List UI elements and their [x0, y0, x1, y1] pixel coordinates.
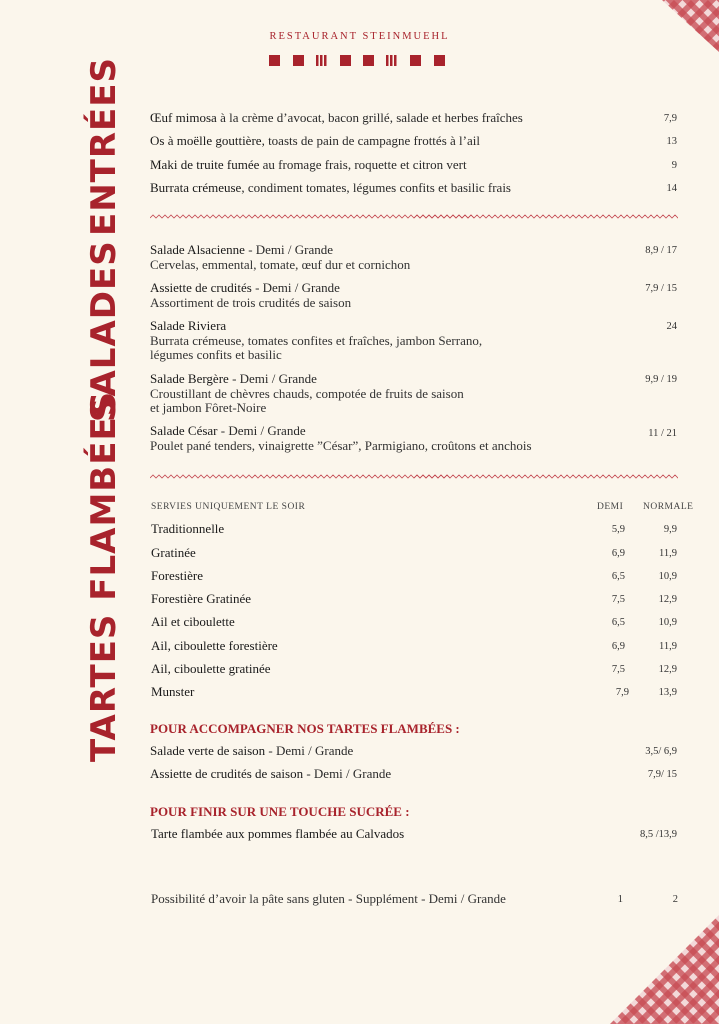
tartes-note: SERVIES UNIQUEMENT LE SOIR: [151, 502, 306, 512]
tarte-item: Gratinée: [151, 545, 196, 560]
gluten-price-grande: 2: [672, 894, 678, 905]
tarte-price-demi: 6,9: [611, 641, 625, 652]
accompagner-item: Salade verte de saison - Demi / Grande: [150, 743, 354, 758]
entree-price: 7,9: [663, 113, 677, 124]
salade-price: 7,9 / 15: [645, 283, 677, 294]
section-title-tartes: TARTES FLAMBÉES: [84, 390, 124, 762]
tarte-price-normale: 12,9: [658, 664, 677, 675]
section-title-salades: SALADES: [84, 240, 124, 422]
tarte-item: Ail et ciboulette: [151, 614, 235, 629]
tarte-price-normale: 11,9: [659, 548, 677, 559]
gluten-free-note: Possibilité d’avoir la pâte sans gluten - Supplément - Demi / Grande: [151, 891, 506, 906]
tarte-price-demi: 7,5: [611, 664, 625, 675]
entree-item: Œuf mimosa à la crème d’avocat, bacon grillé, salade et herbes fraîches: [150, 110, 523, 125]
entree-price: 14: [666, 183, 677, 194]
divider-wave: [150, 474, 678, 482]
entree-price: 9: [671, 160, 677, 171]
salade-price: 8,9 / 17: [645, 245, 677, 256]
tarte-price-normale: 11,9: [659, 641, 677, 652]
tarte-item: Ail, ciboulette forestière: [151, 638, 278, 653]
divider-wave: [150, 214, 678, 222]
logo-squares-icon: [269, 55, 449, 67]
salade-item: Salade Riviera: [150, 318, 227, 333]
tarte-item: Traditionnelle: [151, 521, 225, 536]
tarte-price-demi: 6,5: [611, 571, 625, 582]
salade-desc: Poulet pané tenders, vinaigrette ”César”, Parmigiano, croûtons et anchois: [150, 438, 532, 453]
tarte-item: Ail, ciboulette gratinée: [151, 661, 271, 676]
entree-price: 13: [666, 136, 677, 147]
tarte-price-normale: 9,9: [663, 524, 677, 535]
salade-desc: Assortiment de trois crudités de saison: [150, 295, 352, 310]
salade-desc: Croustillant de chèvres chauds, compotée de fruits de saison: [150, 386, 464, 401]
salade-item: Salade César - Demi / Grande: [150, 423, 306, 438]
tarte-price-demi: 5,9: [611, 524, 625, 535]
section-title-entrees: ENTRÉES: [84, 57, 124, 236]
salade-desc: Burrata crémeuse, tomates confites et fraîches, jambon Serrano,: [150, 333, 483, 348]
salade-item: Salade Bergère - Demi / Grande: [150, 371, 317, 386]
accompagner-price: 3,5/ 6,9: [645, 746, 677, 757]
salade-item: Salade Alsacienne - Demi / Grande: [150, 242, 334, 257]
tarte-price-normale: 12,9: [658, 594, 677, 605]
salade-desc: Cervelas, emmental, tomate, œuf dur et cornichon: [150, 257, 411, 272]
tarte-item: Munster: [151, 684, 195, 699]
restaurant-name: RESTAURANT STEINMUEHL: [269, 31, 450, 42]
tarte-item: Forestière: [151, 568, 203, 583]
tarte-price-demi: 6,9: [611, 548, 625, 559]
gluten-price-demi: 1: [617, 894, 623, 905]
accompagner-price: 7,9/ 15: [647, 769, 677, 780]
gingham-corner-top-right: [640, 0, 719, 60]
tarte-price-normale: 10,9: [658, 617, 677, 628]
tarte-price-demi: 6,5: [611, 617, 625, 628]
sucre-item: Tarte flambée aux pommes flambée au Calvados: [151, 826, 405, 841]
column-header-normale: NORMALE: [643, 502, 694, 512]
tarte-price-demi: 7,5: [611, 594, 625, 605]
entree-item: Burrata crémeuse, condiment tomates, légumes confits et basilic frais: [150, 180, 511, 195]
sucre-price: 8,5 /13,9: [639, 829, 677, 840]
salade-desc: légumes confits et basilic: [150, 347, 282, 362]
entree-item: Maki de truite fumée au fromage frais, roquette et citron vert: [150, 157, 467, 172]
entree-item: Os à moëlle gouttière, toasts de pain de campagne frottés à l’ail: [150, 133, 480, 148]
tarte-price-normale: 10,9: [658, 571, 677, 582]
accompagner-item: Assiette de crudités de saison - Demi / Grande: [150, 766, 392, 781]
tarte-price-demi: 7,9: [615, 687, 629, 698]
salade-price: 11 / 21: [648, 428, 677, 439]
salade-price: 9,9 / 19: [645, 374, 677, 385]
column-header-demi: DEMI: [597, 502, 624, 512]
tarte-price-normale: 13,9: [658, 687, 677, 698]
tarte-item: Forestière Gratinée: [151, 591, 251, 606]
salade-price: 24: [666, 321, 677, 332]
gingham-corner-bottom-right: [600, 905, 719, 1024]
accompagner-heading: POUR ACCOMPAGNER NOS TARTES FLAMBÉES :: [150, 721, 460, 736]
sucre-heading: POUR FINIR SUR UNE TOUCHE SUCRÉE :: [150, 804, 410, 819]
salade-item: Assiette de crudités - Demi / Grande: [150, 280, 340, 295]
salade-desc: et jambon Fôret-Noire: [150, 400, 267, 415]
